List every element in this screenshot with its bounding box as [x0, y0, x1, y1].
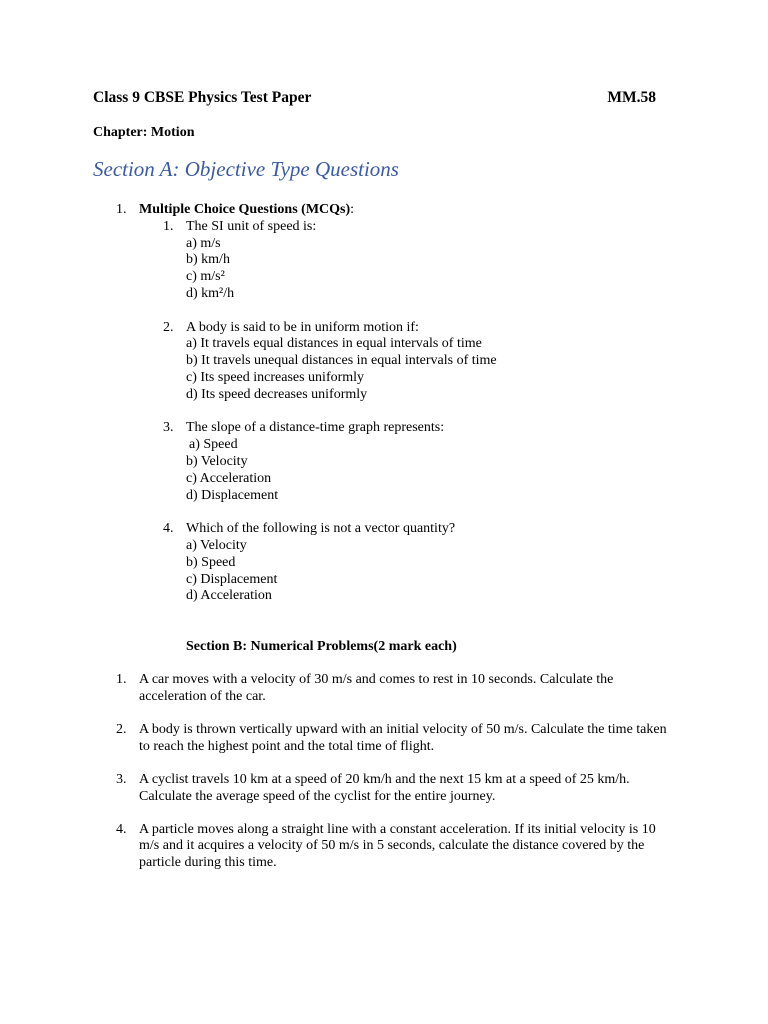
option-d: d) Acceleration — [186, 588, 272, 604]
section-a-title: Section A: Objective Type Questions — [93, 157, 399, 181]
numerical-section — [0, 672, 768, 888]
option-b: b) Velocity — [186, 453, 248, 469]
option-d: d) km²/h — [186, 285, 235, 301]
problem-text: A particle moves along a straight line with a constant acceleration. If its initial velocity is 10 m/s and it acquires a velocity of 50 m/s in 5 seconds, calculate the distance covered by the particle during this time. — [139, 821, 656, 871]
problem-text: A car moves with a velocity of 30 m/s and comes to rest in 10 seconds. Calculate the acceleration of the car. — [139, 672, 614, 704]
mcq-heading-text: Multiple Choice Questions (MCQs) — [139, 202, 351, 217]
mcq-question — [0, 320, 768, 404]
option-c: c) Displacement — [186, 571, 278, 587]
mcq-heading — [139, 202, 354, 219]
problem-text: A body is thrown vertically upward with an initial velocity of 50 m/s. Calculate the time taken to reach the highest point and the total time of flight. — [139, 721, 667, 754]
option-a: a) Speed — [189, 437, 238, 453]
option-a: a) Velocity — [186, 537, 247, 553]
question-number: 4. — [163, 521, 174, 537]
max-marks: MM.58 — [607, 89, 656, 106]
question-text: The slope of a distance-time graph represents: — [186, 420, 445, 436]
option-c: c) m/s² — [186, 269, 225, 285]
paper-title: Class 9 CBSE Physics Test Paper — [93, 89, 312, 106]
question-text: The SI unit of speed is: — [186, 218, 317, 234]
mcq-heading-colon: : — [350, 202, 355, 217]
question-text: Which of the following is not a vector quantity? — [186, 521, 456, 537]
problem-number: 3. — [116, 771, 127, 787]
option-b: b) It travels unequal distances in equal intervals of time — [186, 353, 497, 369]
option-a: a) m/s — [186, 235, 221, 251]
numerical-problem — [0, 772, 768, 806]
numerical-problem — [0, 822, 768, 872]
mcq-section — [0, 202, 768, 622]
section-b-title: Section B: Numerical Problems(2 mark each) — [186, 639, 457, 654]
mcq-heading-number: 1. — [116, 202, 127, 217]
option-c: c) Its speed increases uniformly — [186, 369, 365, 385]
problem-text: A cyclist travels 10 km at a speed of 20 km/h and the next 15 km at a speed of 25 km/h. Calculate the average speed of the cyclist for the entire journey. — [139, 771, 630, 804]
question-text: A body is said to be in uniform motion if: — [186, 319, 419, 335]
numerical-problem — [0, 672, 768, 706]
option-d: d) Its speed decreases uniformly — [186, 386, 368, 402]
question-number: 1. — [163, 218, 174, 234]
question-number: 3. — [163, 420, 174, 436]
mcq-question — [0, 521, 768, 605]
problem-number: 1. — [116, 672, 127, 687]
option-c: c) Acceleration — [186, 470, 272, 486]
chapter-label: Chapter: Motion — [93, 125, 195, 140]
option-d: d) Displacement — [186, 487, 279, 503]
option-b: b) Speed — [186, 554, 236, 570]
mcq-heading-line — [0, 202, 768, 219]
question-number: 2. — [163, 319, 174, 335]
problem-number: 2. — [116, 721, 127, 737]
numerical-problem — [0, 722, 768, 756]
mcq-question — [0, 420, 768, 504]
option-b: b) km/h — [186, 252, 230, 268]
option-a: a) It travels equal distances in equal intervals of time — [186, 336, 482, 352]
problem-number: 4. — [116, 821, 127, 837]
mcq-question — [0, 219, 768, 303]
document-header — [93, 89, 656, 107]
